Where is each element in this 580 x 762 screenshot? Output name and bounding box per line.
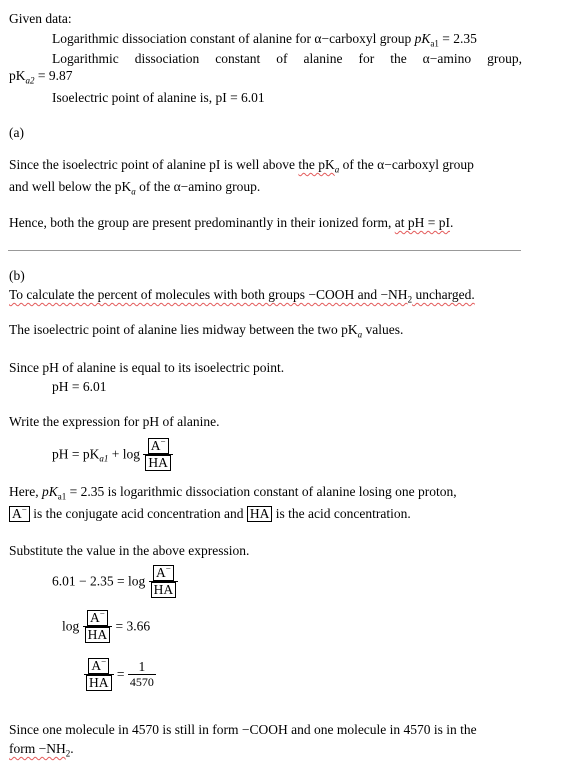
part-a-label: (a) — [9, 125, 24, 140]
part-b-task: To calculate the percent of molecules with both groups −COOH and $-NH_2$ uncharged. — [9, 287, 475, 305]
part-a-line2: and well below the $pK_a$ of the α−amino group. — [9, 179, 261, 197]
conclusion-line1: Since one molecule in 4570 is still in form −COOH and one molecule in 4570 is in the — [9, 722, 477, 737]
given-heading: Given data: — [9, 11, 72, 26]
equation-log-ratio: log $\frac{A^-}{HA}$ = 3.66 — [62, 608, 151, 642]
part-b-here: Here, $pK_{a1} = 2.35$ is logarithmic dissociation constant of alanine losing one proton, — [9, 484, 457, 502]
ratio-fraction: $\frac{A^-}{HA}$ — [143, 438, 173, 471]
part-b-since-ph: Since pH of alanine is equal to its isoelectric point. — [9, 360, 285, 375]
part-b-subst: Substitute the value in the above expression. — [9, 543, 250, 558]
part-b-label: (b) — [9, 268, 25, 283]
part-b-conj: A− is the conjugate acid concentration and HA is the acid concentration. — [9, 506, 411, 522]
part-a-line3: Hence, both the group are present predominantly in their ionized form, at pH = pI. — [9, 215, 454, 230]
part-a-line1: Since the isoelectric point of alanine pI is well above the $pK_a$ of the α−carboxyl group — [9, 157, 474, 175]
given-pka1: Logarithmic dissociation constant of alanine for α−carboxyl group $pK_{a1} = 2.35$ — [52, 31, 477, 49]
part-b-midway: The isoelectric point of alanine lies midway between the two $pK_a$ values. — [9, 322, 404, 340]
equation-substituted: 6.01 − 2.35 = log $\frac{A^-}{HA}$ — [52, 565, 178, 598]
given-pi: Isoelectric point of alanine is, pI = 6.01 — [52, 90, 265, 105]
part-b-ph-value: pH = 6.01 — [52, 379, 107, 394]
equation-ratio-value: $\frac{A^-}{HA}$ = $\frac{1}{4570}$ — [84, 658, 156, 691]
part-b-write-expr: Write the expression for pH of alanine. — [9, 414, 220, 429]
given-pka2-value: $pK_{a2} = 9.87$ — [9, 68, 73, 86]
given-pka2-line: Logarithmic dissociation constant of alanine for the α−amino group, — [52, 51, 522, 66]
section-divider — [8, 250, 521, 251]
equation-henderson: pH = $pK_{a1} + \log$ $\frac{A^-}{HA}$ — [52, 438, 173, 471]
conclusion-line2: form $-NH_2$. — [9, 741, 74, 759]
